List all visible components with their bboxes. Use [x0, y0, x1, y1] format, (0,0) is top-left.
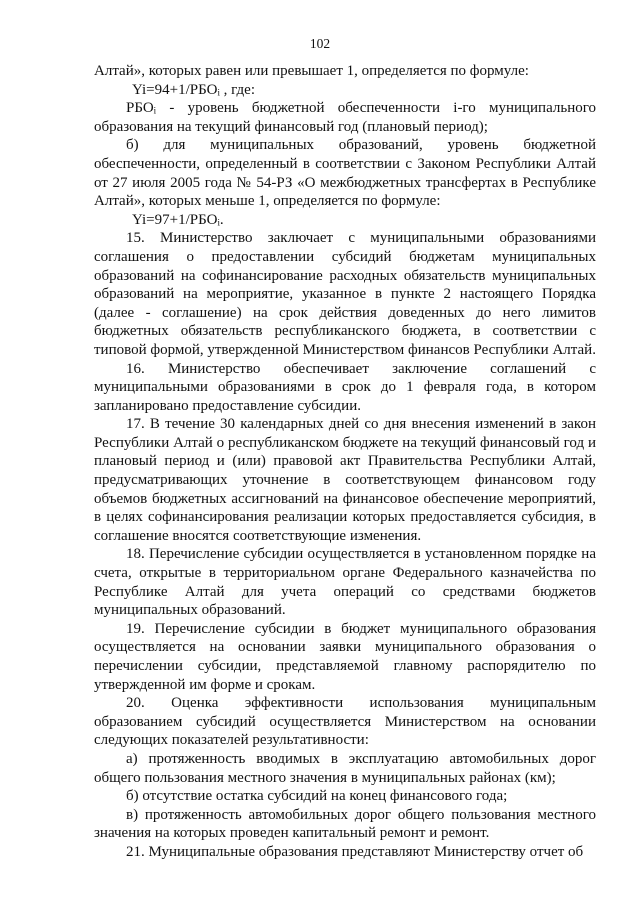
paragraph-18: 18. Перечисление субсидии осуществляется в установленном порядке на счета, открытые в территориальном органе Федерального казначейства по Республике Алтай для учета операций со средствами бюджетов муниципальных образований.: [94, 546, 596, 619]
formula-a: Yi=94+1/РБОᵢ , где:: [132, 81, 256, 98]
paragraph-19: 19. Перечисление субсидии в бюджет муниципального образования осуществляется на основании заявки муниципального образования о перечислении субсидии, представляемой главному распорядителю по утвержденной им форме и срокам.: [94, 620, 596, 693]
document-body: [94, 62, 596, 862]
indicator-c: в) протяженность автомобильных дорог общего пользования местного значения на которых проведен капитальный ремонт и ремонт.: [94, 806, 596, 842]
indicator-a: а) протяженность вводимых в эксплуатацию автомобильных дорог общего пользования местного значения в муниципальных районах (км);: [94, 750, 596, 786]
page-number: 102: [309, 36, 331, 51]
formula-b: Yi=97+1/РБОᵢ.: [132, 211, 224, 228]
indicator-b: б) отсутствие остатка субсидий на конец финансового года;: [126, 788, 508, 805]
paragraph-21: 21. Муниципальные образования представляют Министерству отчет об: [126, 843, 584, 860]
paragraph-15: 15. Министерство заключает с муниципальными образованиями соглашения о предоставлении субсидий бюджетам муниципальных образований на софинансирование расходных обязательств муниципальных образований на мероприятие, указанное в пункте 2 настоящего Порядка (далее - соглашение) на срок действия доведенных до него лимитов бюджетных обязательств республиканского бюджета, в соответствии с типовой формой, утвержденной Министерством финансов Республики Алтай.: [94, 230, 596, 358]
subitem-b: б) для муниципальных образований, уровень бюджетной обеспеченности, определенный в соответствии с Законом Республики Алтай от 27 июля 2005 года № 54-РЗ «О межбюджетных трансфертах в Республике Алтай», которых меньше 1, определяется по формуле:: [94, 137, 596, 210]
formula-definition: РБОᵢ - уровень бюджетной обеспеченности i-го муниципального образования на текущий финансовый год (плановый период);: [94, 100, 596, 135]
paragraph-continuation: Алтай», которых равен или превышает 1, определяется по формуле:: [94, 63, 529, 79]
paragraph-20: 20. Оценка эффективности использования муниципальным образованием субсидий осуществляется Министерством на основании следующих показателей результативности:: [94, 695, 596, 749]
paragraph-16: 16. Министерство обеспечивает заключение соглашений с муниципальными образованиями в срок до 1 февраля года, в котором запланировано предоставление субсидии.: [94, 360, 596, 414]
paragraph-17: 17. В течение 30 календарных дней со дня внесения изменений в закон Республики Алтай о республиканском бюджете на текущий финансовый год и плановый период и (или) правовой акт Правительства Республики Алтай, предусматривающих уточнение в соответствующем финансовом году объемов бюджетных ассигнований на финансовое обеспечение мероприятий, в целях софинансирования реализации которых предоставляется субсидия, в соглашение вносятся соответствующие изменения.: [94, 416, 596, 544]
